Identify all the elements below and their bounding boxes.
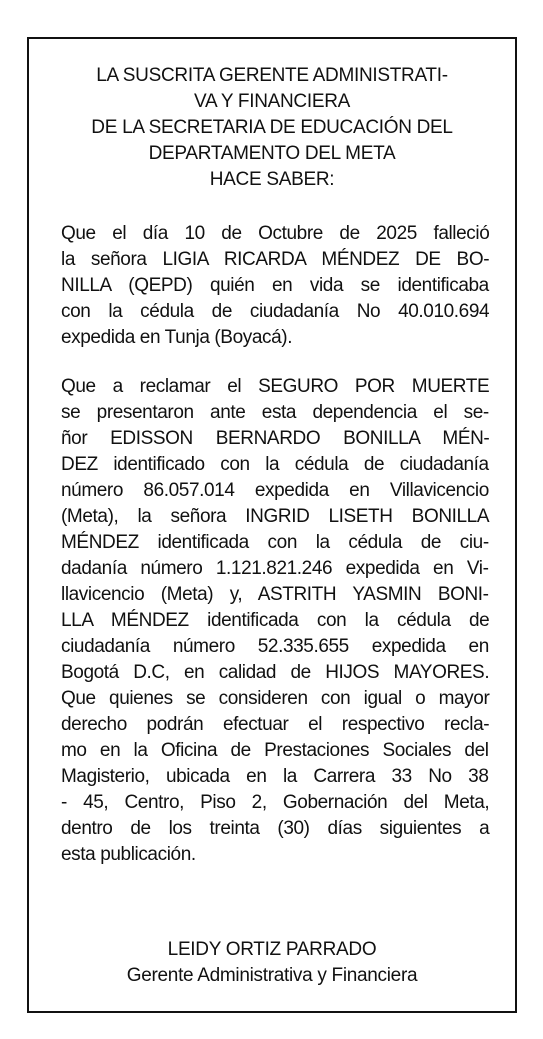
text-line: Que a reclamar el SEGURO POR MUERTE [61, 376, 490, 397]
text-line: Que el día 10 de Octubre de 2025 falleció [61, 223, 490, 244]
text-line: número 86.057.014 expedida en Villavicencio [61, 480, 489, 501]
signatory-title: Gerente Administrativa y Financiera [126, 965, 418, 986]
text-line: con la cédula de ciudadanía No 40.010.694 [61, 301, 490, 322]
text-line: (Meta), la señora INGRID LISETH BONILLA [61, 506, 490, 527]
text-line: mo en la Oficina de Prestaciones Sociales del [61, 740, 489, 761]
text-line: NILLA (QEPD) quién en vida se identificaba [61, 275, 489, 296]
text-line: expedida en Tunja (Boyacá). [61, 327, 293, 348]
text-line: Bogotá D.C, en calidad de HIJOS MAYORES. [61, 662, 490, 683]
text-line: se presentaron ante esta dependencia el se- [61, 402, 489, 423]
heading-line: DEPARTAMENTO DEL META [148, 143, 396, 164]
text-line: la señora LIGIA RICARDA MÉNDEZ DE BO- [61, 249, 490, 270]
text-line: ñor EDISSON BERNARDO BONILLA MÉN- [61, 428, 490, 449]
heading-line: LA SUSCRITA GERENTE ADMINISTRATI- [96, 65, 448, 86]
notice-heading [29, 63, 515, 193]
text-line: - 45, Centro, Piso 2, Gobernación del Meta, [61, 792, 490, 813]
death-notice-paragraph [61, 221, 489, 351]
signature-block [29, 937, 515, 989]
text-line: dentro de los treinta (30) días siguientes a [61, 818, 490, 839]
text-line: derecho podrán efectuar el respectivo recla- [61, 714, 490, 735]
text-line: MÉNDEZ identificada con la cédula de ciu- [61, 532, 489, 553]
text-line: ciudadanía número 52.335.655 expedida en [61, 636, 489, 657]
notice-frame [27, 37, 517, 1013]
text-line: llavicencio (Meta) y, ASTRITH YASMIN BONI- [61, 584, 489, 605]
signatory-name: LEIDY ORTIZ PARRADO [167, 939, 377, 960]
heading-line: HACE SABER: [209, 169, 335, 190]
text-line: DEZ identificado con la cédula de ciudadanía [61, 454, 489, 475]
heading-line: DE LA SECRETARIA DE EDUCACIÓN DEL [91, 117, 453, 138]
claimants-paragraph [61, 374, 489, 868]
text-line: esta publicación. [61, 844, 196, 865]
text-line: Magisterio, ubicada en la Carrera 33 No 38 [61, 766, 489, 787]
text-line: dadanía número 1.121.821.246 expedida en Vi- [61, 558, 489, 579]
text-line: LLA MÉNDEZ identificada con la cédula de [61, 610, 490, 631]
heading-line: VA Y FINANCIERA [194, 91, 350, 112]
text-line: Que quienes se consideren con igual o mayor [61, 688, 490, 709]
